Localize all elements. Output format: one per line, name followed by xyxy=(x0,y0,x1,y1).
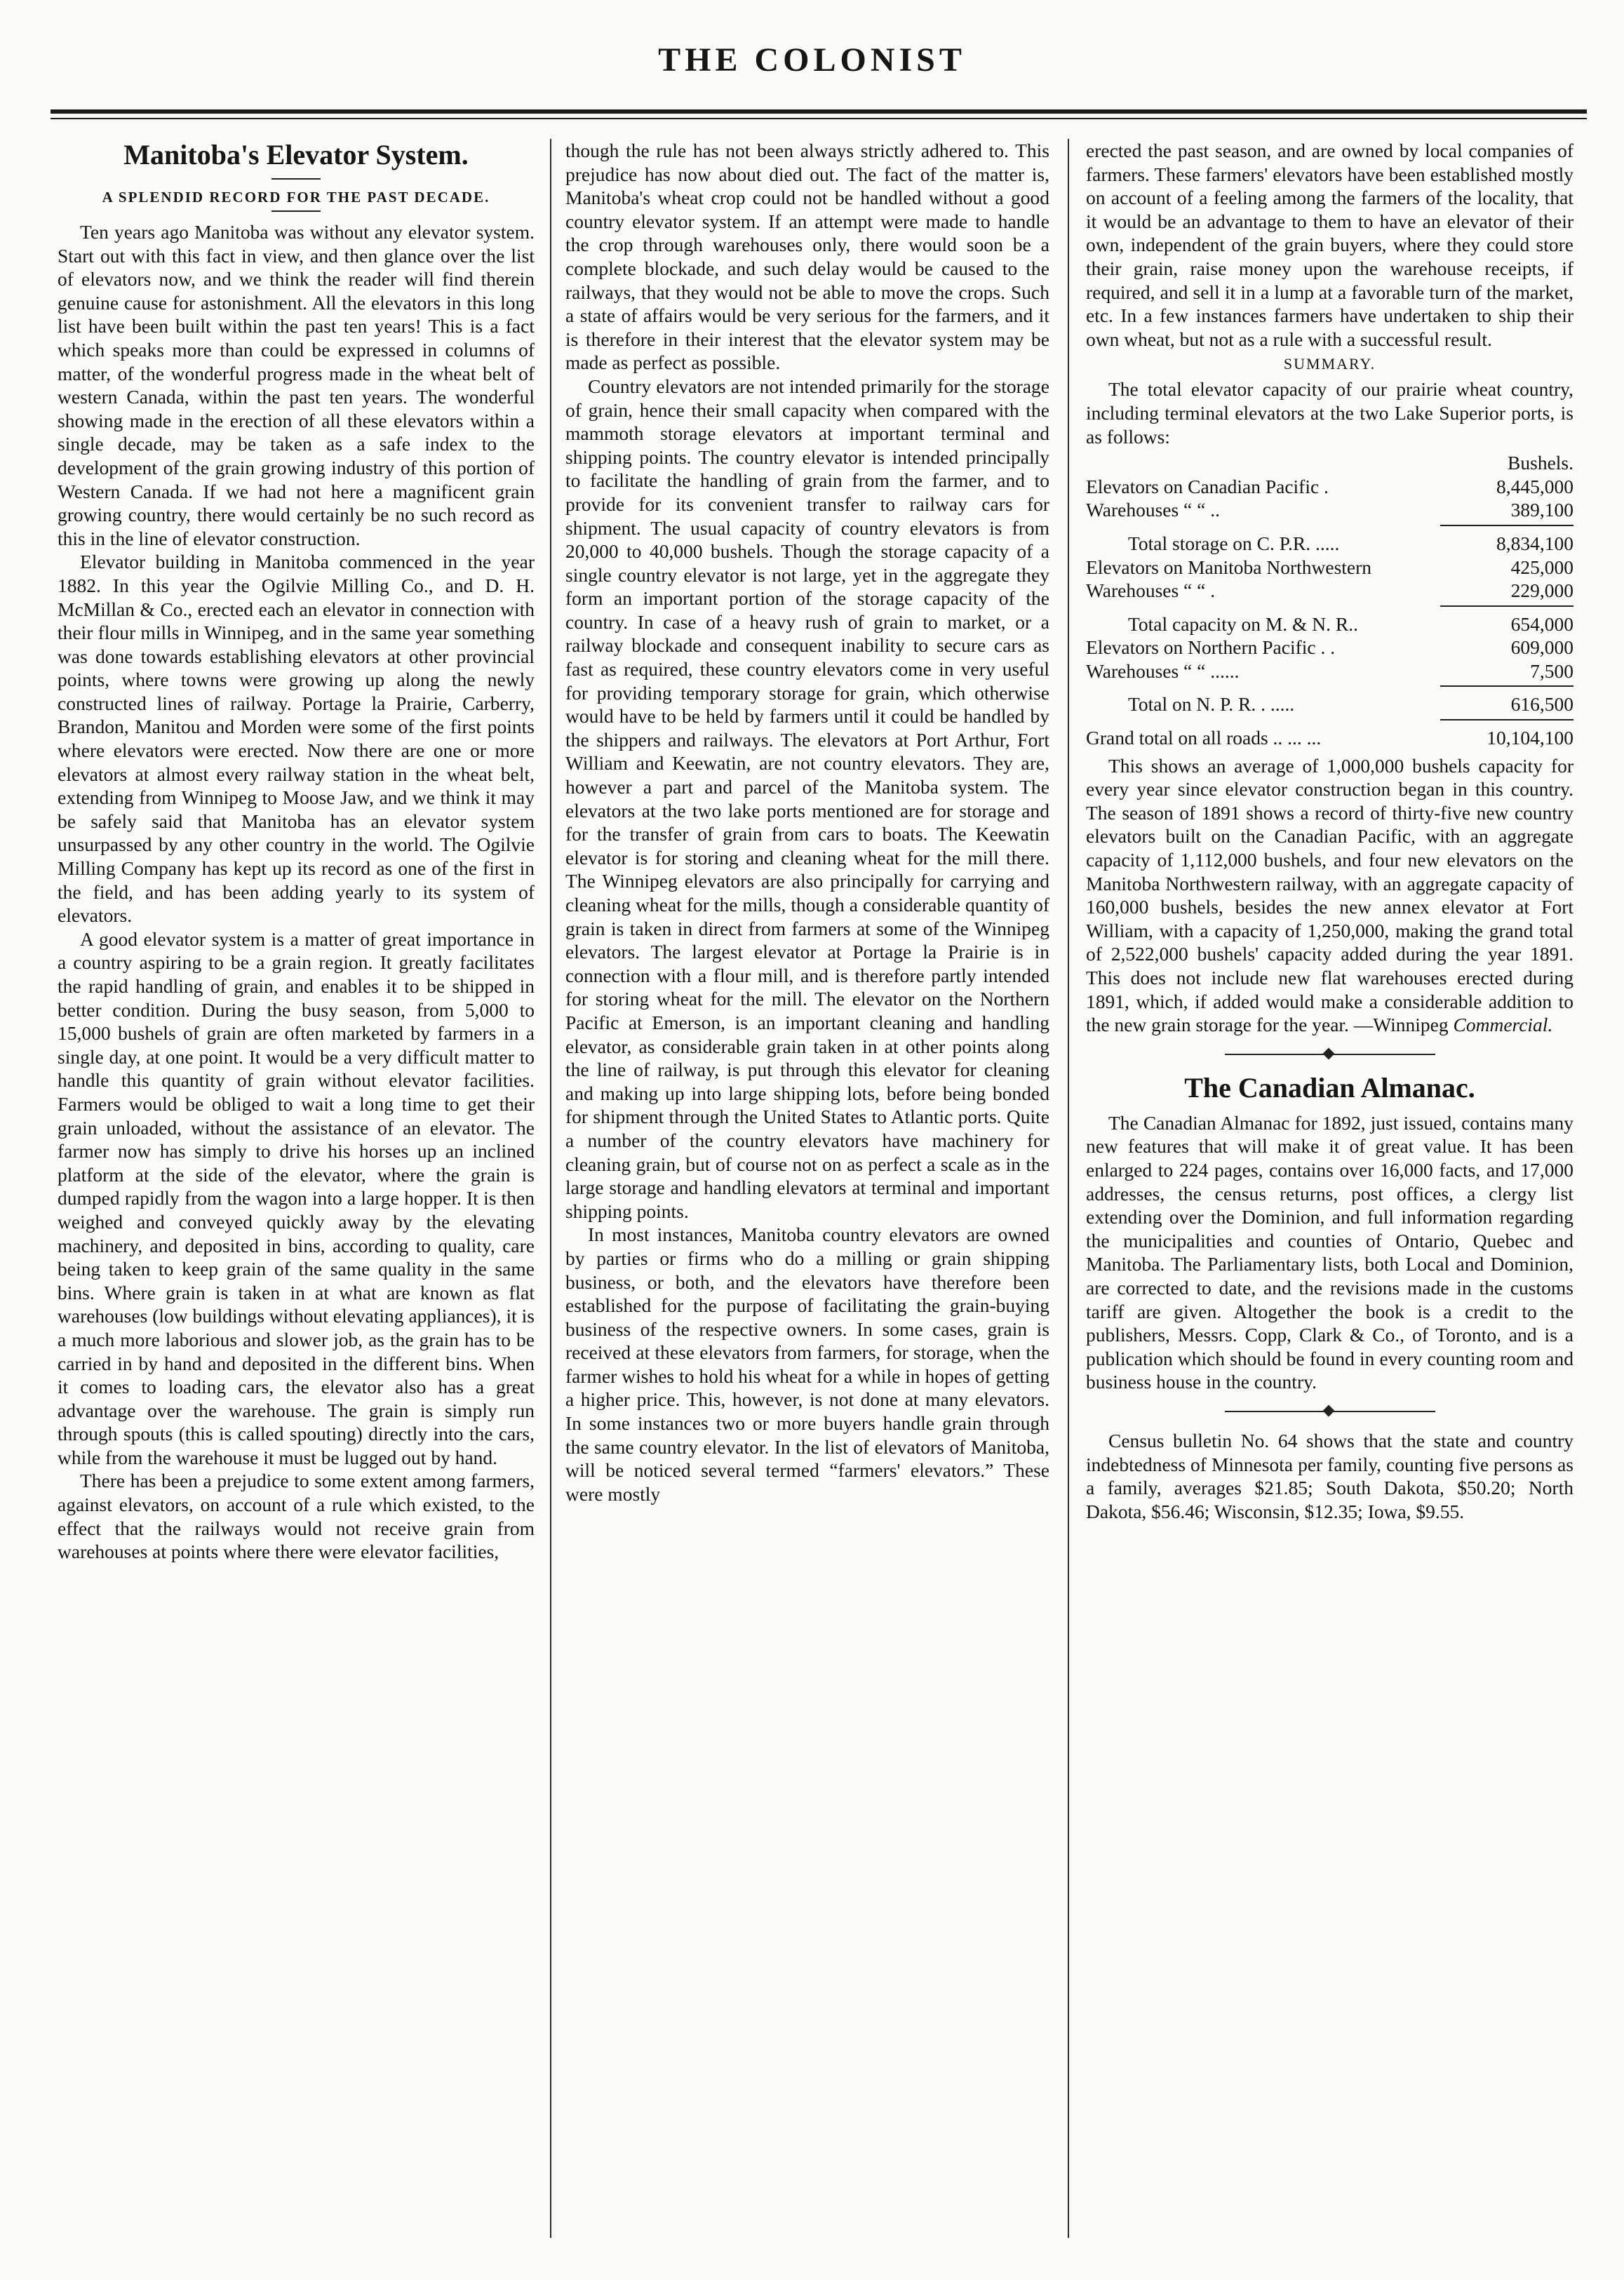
table-row: Elevators on Canadian Pacific . 8,445,000 xyxy=(1086,475,1573,497)
table-rule xyxy=(1440,685,1573,687)
table-row: Grand total on all roads .. ... ... 10,104,100 xyxy=(1086,727,1573,749)
article-title: The Canadian Almanac. xyxy=(1184,1071,1475,1104)
column-divider xyxy=(550,139,551,2238)
subtitle-rule xyxy=(271,210,321,212)
source-credit: Commercial. xyxy=(1453,1014,1553,1036)
paragraph: This shows an average of 1,000,000 bushels capacity for every year since elevator construction began in this country. The season of 1891 shows a record of thirty-five new country elevators built on the Canadian Pacific, with an aggregate capacity of 1,112,000 bushels, and four new elevators on the Manitoba Northwestern railway, with an aggregate capacity of 160,000 bushels, besides the new annex elevator at Fort William, with a capacity of 1,250,000, making the grand total of 2,522,000 bushels' capacity added during the year 1891. This does not include new flat warehouses erected during 1891, which, if added would make a considerable addition to the new grain storage for the year. —Winnipeg Commercial. xyxy=(1086,754,1573,1036)
paragraph: A good elevator system is a matter of great importance in a country aspiring to be a grain region. It greatly facilitates the rapid handling of grain, and enables it to be shipped in better condition. During the busy season, from 5,000 to 15,000 bushels of grain are often marketed by farmers in a single day, at one point. It would be a very difficult matter to handle this quantity of grain without elevator facilities. Farmers would be obliged to wait a long time to get their grain unloaded, without the assistance of an elevator. The farmer now has simply to drive his horses up an inclined platform at the side of the elevator, where the grain is dumped rapidly from the wagon into a large hopper. It is then weighed and conveyed quickly away by the elevating machinery, and deposited in bins, according to quality, care being taken to keep grain of the same quality in the same bins. Where grain is taken in at what are known as flat warehouses (low buildings without elevating appliances), it is a much more laborious and slower job, as the grain has to be carried in by hand and deposited in the different bins. When it comes to loading cars, the elevator also has a great advantage over the warehouse. The grain is simply run through spouts (this is called spouting) directly into the cars, while from the warehouse it must be lugged out by hand. xyxy=(58,927,535,1468)
column-divider xyxy=(1068,139,1069,2238)
paragraph: There has been a prejudice to some extent among farmers, against elevators, on account of a rule which existed, to the effect that the railways would not receive grain from warehouses at points where there were elevator facilities, xyxy=(58,1470,535,1563)
table-row: Warehouses “ “ .. 389,100 xyxy=(1086,499,1573,521)
table-row: Elevators on Northern Pacific . . 609,000 xyxy=(1086,636,1573,659)
paragraph: The total elevator capacity of our prairie wheat country, including terminal elevators at the two Lake Superior ports, is as follows: xyxy=(1086,378,1573,448)
paragraph: Elevator building in Manitoba commenced in the year 1882. In this year the Ogilvie Milling Co., and D. H. McMillan & Co., erected each an elevator in connection with their flour mills in Winnipeg, and in the same year something was done towards establishing elevators at other provincial points, where towns were growing up along the newly constructed lines of railway. Portage la Prairie, Carberry, Brandon, Manitou and Morden were some of the first points where elevators were erected. Now there are one or more elevators at almost every railway station in the wheat belt, extending from Winnipeg to Moose Jaw, and we think it may be safely said that Manitoba has an elevator system unsurpassed by any other country in the world. The Ogilvie Milling Company has kept up its record as one of the first in the field, and has been adding yearly to its system of elevators. xyxy=(58,551,535,927)
paragraph: Census bulletin No. 64 shows that the state and country indebtedness of Minnesota per family, counting five persons as a family, averages $21.85; South Dakota, $50.20; North Dakota, $56.46; Wisconsin, $12.35; Iowa, $9.55. xyxy=(1086,1429,1573,1522)
table-row: Warehouses “ “ ...... 7,500 xyxy=(1086,659,1573,682)
table-rule xyxy=(1440,605,1573,607)
masthead: THE COLONIST xyxy=(658,41,966,79)
table-row: Total capacity on M. & N. R.. 654,000 xyxy=(1128,612,1573,635)
masthead-rule xyxy=(51,109,1587,114)
section-ornament xyxy=(1225,1050,1435,1059)
paragraph: The Canadian Almanac for 1892, just issued, contains many new features that will make it of great value. It has been enlarged to 224 pages, contains over 16,000 facts, and 17,000 addresses, the census returns, post offices, a clergy list extending over the Dominion, and full information regarding the municipalities and counties of Ontario, Quebec and Manitoba. The Parliamentary lists, both Local and Dominion, are corrected to date, and the revisions made in the customs tariff are given. Altogether the book is a credit to the publishers, Messrs. Copp, Clark & Co., of Toronto, and is a publication which should be found in every counting room and business house in the country. xyxy=(1086,1111,1573,1393)
table-rule xyxy=(1440,525,1573,526)
summary-heading: SUMMARY. xyxy=(1283,355,1376,373)
capacity-table xyxy=(1086,451,1573,750)
column-2 xyxy=(565,139,1049,2245)
article-subtitle: A SPLENDID RECORD FOR THE PAST DECADE. xyxy=(102,189,490,206)
table-row: Elevators on Manitoba Northwestern 425,000 xyxy=(1086,556,1573,578)
table-unit: Bushels. xyxy=(1508,452,1573,474)
title-rule xyxy=(271,178,321,180)
paragraph: though the rule has not been always strictly adhered to. This prejudice has now about died out. The fact of the matter is, Manitoba's wheat crop could not be handled without a good country elevator system. If an attempt were made to handle the crop through warehouses only, there would soon be a complete blockade, and such delay would be caused to the railways, that they would not be able to move the crops. Such a state of affairs would be very serious for the farmers, and it is therefore in their interest that the elevator system may be made as perfect as possible. xyxy=(565,140,1049,374)
masthead-rule-thin xyxy=(51,118,1587,119)
section-ornament xyxy=(1225,1407,1435,1416)
paragraph: In most instances, Manitoba country elevators are owned by parties or firms who do a milling or grain shipping business, or both, and the elevators have therefore been established for the purpose of facilitating the grain-buying business of the respective owners. In some cases, grain is received at these elevators from farmers, for storage, when the farmer wishes to hold his wheat for a while in hopes of getting a higher price. This, however, is not done at many elevators. In some instances two or more buyers handle grain through the same country elevator. In the list of elevators of Manitoba, will be noticed several termed “farmers' elevators.” These were mostly xyxy=(565,1223,1049,1505)
paragraph: erected the past season, and are owned by local companies of farmers. These farmers' elevators have been established mostly on account of a feeling among the farmers of the locality, that it would be an advantage to them to have an elevator of their own, independent of the grain buyers, where they could store their grain, raise money upon the warehouse receipts, if required, and sell it in a lump at a favorable turn of the market, etc. In a few instances farmers have undertaken to ship their own wheat, but not as a rule with a successful result. xyxy=(1086,140,1573,350)
paragraph: Country elevators are not intended primarily for the storage of grain, hence their small capacity when compared with the mammoth storage elevators at important terminal and shipping points. The country elevator is intended principally to facilitate the handling of grain from the farmer, and to provide for its convenient transfer to railway cars for shipment. The usual capacity of country elevators is from 20,000 to 40,000 bushels. Though the storage capacity of a single country elevator is not large, yet in the aggregate they form an important portion of the storage capacity of the country. In case of a heavy rush of grain to market, or a railway blockade and consequent inability to secure cars as fast as required, these country elevators come in very useful for providing temporary storage for grain, which otherwise would have to be held by farmers until it could be handled by the shippers and railways. The elevators at Port Arthur, Fort William and Keewatin, are not country elevators. They are, however a part and parcel of the Manitoba system. The elevators at the two lake ports mentioned are for storage and for the transfer of grain from cars to boats. The Keewatin elevator is for storing and cleaning wheat for the mill there. The Winnipeg elevators are also principally for carrying and cleaning wheat for the mills, though a considerable quantity of grain is taken in direct from farmers at some of the Winnipeg elevators. The largest elevator at Portage la Prairie is in connection with a flour mill, and is therefore partly intended for storing wheat for the mill. The elevator on the Northern Pacific at Emerson, is an important cleaning and handling elevator, as considerable grain taken in at other points along the line of railway, is put through this elevator for cleaning and making up into large shipping lots, before being bonded for shipment through the United States to Atlantic ports. Quite a number of the country elevators have machinery for cleaning grain, but of course not on as perfect a scale as in the large storage and handling elevators at terminal and important shipping points. xyxy=(565,375,1049,1222)
paragraph: Ten years ago Manitoba was without any elevator system. Start out with this fact in view, and then glance over the list of elevators now, and we think the reader will find therein genuine cause for astonishment. All the elevators in this long list have been built within the past ten years! This is a fact which speaks more than could be expressed in columns of matter, of the wonderful progress made in the wheat belt of western Canada, within the past ten years. The wonderful showing made in the erection of all these elevators within a single decade, may be taken as a safe index to the development of the grain growing industry of this portion of Western Canada. If we had not here a magnificent grain growing country, there would certainly be no such record as this in the line of elevator construction. xyxy=(58,221,535,549)
table-row: Warehouses “ “ . 229,000 xyxy=(1086,579,1573,602)
table-rule xyxy=(1440,719,1573,720)
column-3 xyxy=(1086,139,1573,2245)
table-row: Total storage on C. P.R. ..... 8,834,100 xyxy=(1128,532,1573,554)
column-1 xyxy=(58,139,535,2245)
article-title: Manitoba's Elevator System. xyxy=(123,139,469,170)
table-row: Total on N. P. R. . ..... 616,500 xyxy=(1128,693,1573,716)
table-unit-row xyxy=(1086,451,1573,475)
